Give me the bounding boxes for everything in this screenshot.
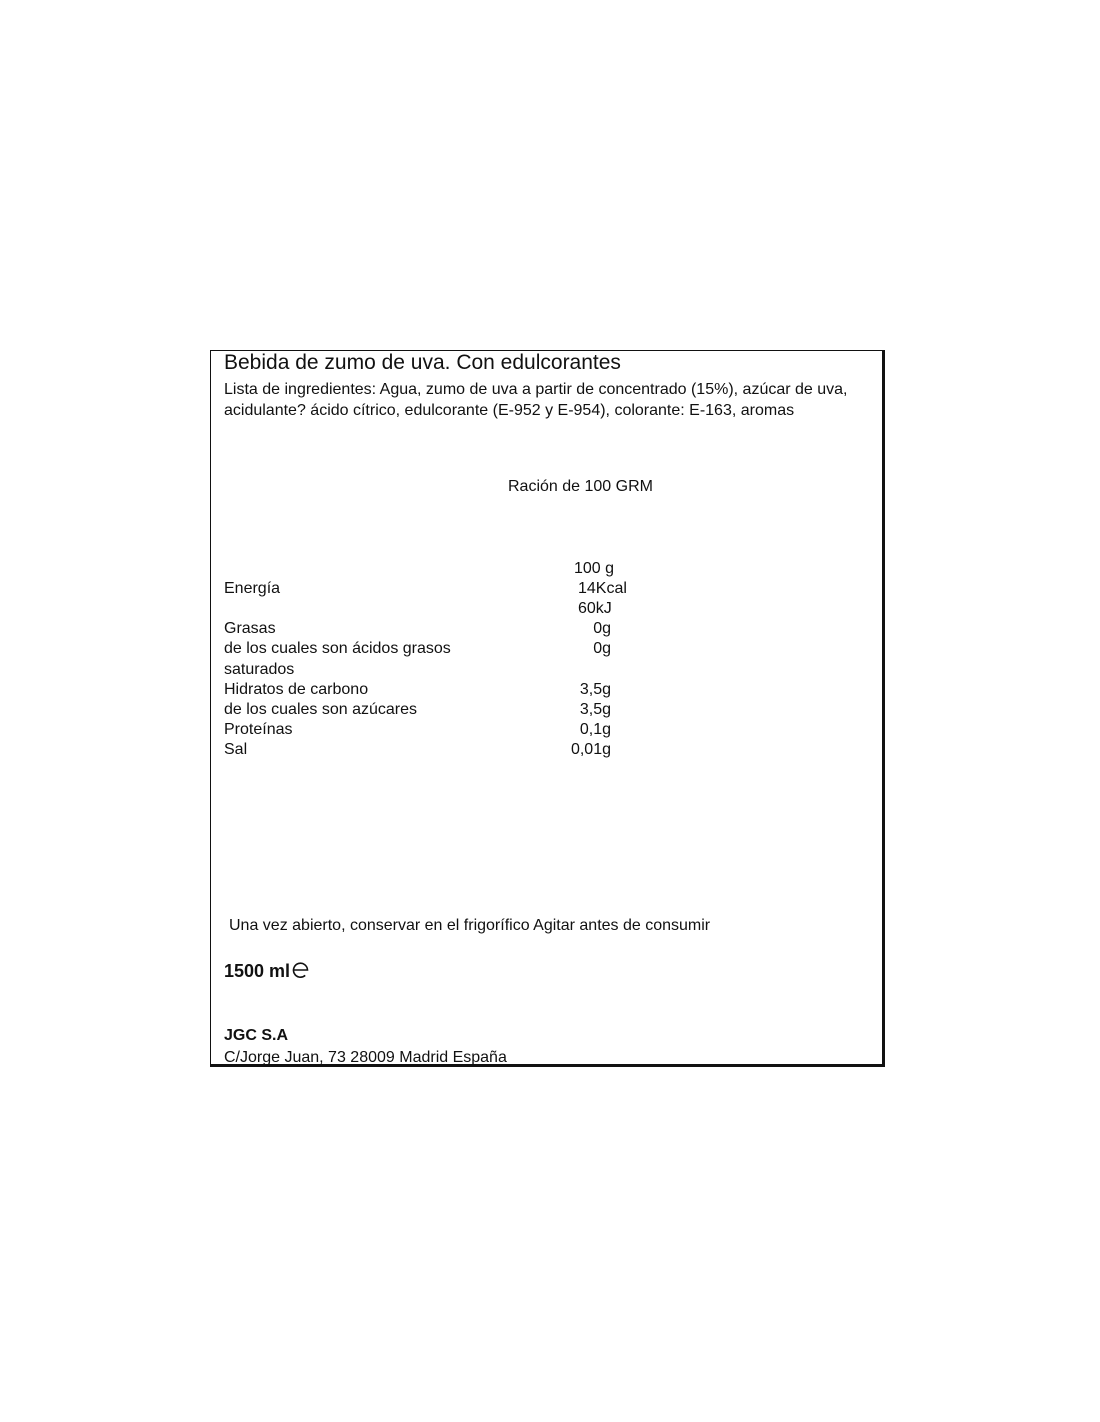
nutrient-value: 0g bbox=[593, 640, 611, 657]
e-mark-icon bbox=[291, 961, 310, 984]
energy-kj: 60kJ bbox=[578, 600, 612, 617]
nutrient-name: de los cuales son azúcares bbox=[224, 701, 417, 718]
serving-size: Ración de 100 GRM bbox=[508, 478, 653, 495]
nutrient-name: Proteínas bbox=[224, 721, 293, 738]
nutrient-value: 3,5g bbox=[579, 681, 611, 698]
ingredients-list: Lista de ingredientes: Agua, zumo de uva a partir de concentrado (15%), azúcar de uva, acidulante? ácido cítrico, edulcorante (E-952 y E-954), colorante: E-163, aromas bbox=[224, 381, 848, 419]
nutrient-name-continued: saturados bbox=[224, 661, 295, 678]
nutrition-column-header: 100 g bbox=[573, 560, 614, 577]
nutrient-name: de los cuales son ácidos grasos bbox=[224, 640, 451, 657]
product-title: Bebida de zumo de uva. Con edulcorantes bbox=[224, 351, 621, 374]
nutrient-name: Grasas bbox=[224, 620, 276, 637]
storage-instructions: Una vez abierto, conservar en el frigorífico Agitar antes de consumir bbox=[229, 917, 711, 934]
company-address: C/Jorge Juan, 73 28009 Madrid España bbox=[224, 1049, 507, 1066]
nutrient-value: 0,1g bbox=[579, 721, 611, 738]
net-volume bbox=[224, 961, 310, 984]
energy-kcal: 14Kcal bbox=[578, 580, 627, 597]
company-name: JGC S.A bbox=[224, 1027, 289, 1044]
nutrient-value: 0g bbox=[593, 620, 611, 637]
nutrient-name: Sal bbox=[224, 741, 248, 758]
volume-value: 1500 ml bbox=[224, 961, 291, 981]
energy-label: Energía bbox=[224, 580, 281, 597]
nutrient-name: Hidratos de carbono bbox=[224, 681, 369, 698]
nutrient-value: 0,01g bbox=[570, 741, 611, 758]
nutrition-label bbox=[210, 350, 885, 1067]
nutrient-value: 3,5g bbox=[579, 701, 611, 718]
